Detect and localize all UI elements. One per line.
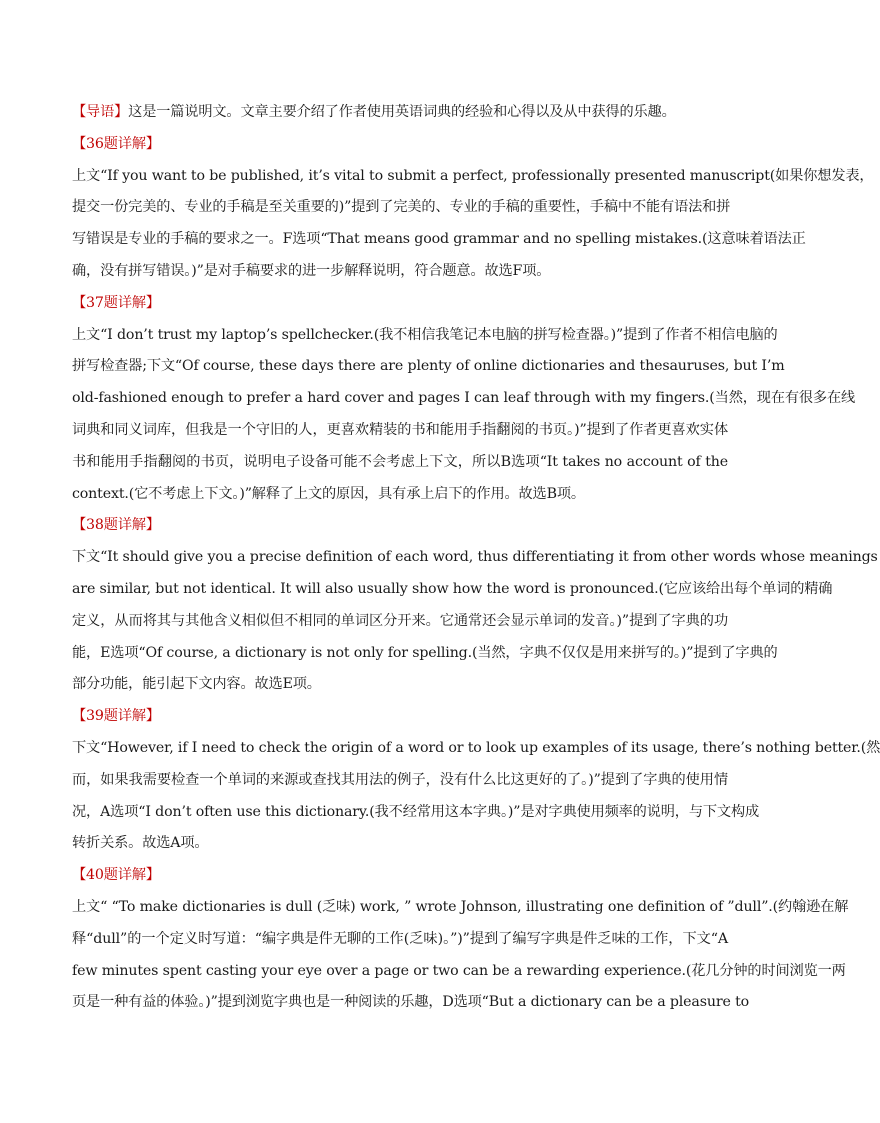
section-heading-38: 【38题详解】 bbox=[72, 517, 160, 534]
paragraph-line: context.(它不考虑上下文。)”解释了上文的原因，具有承上启下的作用。故选B项。 bbox=[72, 485, 585, 502]
intro-tag: 【导语】 bbox=[72, 104, 129, 120]
intro-line bbox=[72, 97, 728, 129]
paragraph-line: 拼写检查器;下文“Of course, these days there are plenty of online dictionaries and thesauruses, but I’m bbox=[72, 358, 785, 375]
paragraph-line: old-fashioned enough to prefer a hard cover and pages I can leaf through with my fingers.(当然，现在有很多在线 bbox=[72, 390, 856, 407]
section-heading-36: 【36题详解】 bbox=[72, 135, 160, 152]
paragraph-line: 上文“If you want to be published, it’s vital to submit a perfect, professionally presented manuscript(如果你想发表， bbox=[72, 167, 874, 184]
paragraph-line: 提交一份完美的、专业的手稿是至关重要的)”提到了完美的、专业的手稿的重要性，手稿中不能有语法和拼 bbox=[72, 199, 731, 216]
paragraph-line: 而，如果我需要检查一个单词的来源或查找其用法的例子，没有什么比这更好的了。)”提到了字典的使用情 bbox=[72, 771, 728, 788]
paragraph-line: 确，没有拼写错误。)”是对手稿要求的进一步解释说明，符合题意。故选F项。 bbox=[72, 262, 551, 279]
paragraph-line: 况，A选项“I don’t often use this dictionary.(我不经常用这本字典。)”是对字典使用频率的说明，与下文构成 bbox=[72, 803, 760, 820]
paragraph-line: 书和能用手指翻阅的书页，说明电子设备可能不会考虑上下文，所以B选项“It takes no account of the bbox=[72, 453, 728, 470]
paragraph-line: 能，E选项“Of course, a dictionary is not only for spelling.(当然，字典不仅仅是用来拼写的。)”提到了字典的 bbox=[72, 644, 778, 661]
section-heading-37: 【37题详解】 bbox=[72, 294, 160, 311]
paragraph-line: few minutes spent casting your eye over a page or two can be a rewarding experience.(花几分钟的时间浏览一两 bbox=[72, 962, 846, 979]
paragraph-line: 下文“However, if I need to check the origin of a word or to look up examples of its usage, there’s nothing better.(然 bbox=[72, 739, 880, 756]
paragraph-line: 上文“I don’t trust my laptop’s spellchecker.(我不相信我笔记本电脑的拼写检查器。)”提到了作者不相信电脑的 bbox=[72, 326, 778, 343]
section-heading-39: 【39题详解】 bbox=[72, 708, 160, 725]
paragraph-line: 页是一种有益的体验。)”提到浏览字典也是一种阅读的乐趣，D选项“But a dictionary can be a pleasure to bbox=[72, 994, 750, 1011]
intro-text: 这是一篇说明文。文章主要介绍了作者使用英语词典的经验和心得以及从中获得的乐趣。 bbox=[128, 104, 676, 120]
paragraph-line: 释“dull”的一个定义时写道：“编字典是件无聊的工作(乏味)。”)”提到了编写字典是件乏味的工作，下文“A bbox=[72, 930, 728, 947]
paragraph-line: 部分功能，能引起下文内容。故选E项。 bbox=[72, 676, 321, 693]
paragraph-line: 转折关系。故选A项。 bbox=[72, 835, 209, 852]
paragraph-line: 上文“ “To make dictionaries is dull (乏味) work, ” wrote Johnson, illustrating one definition of ”dull”.(约翰逊在解 bbox=[72, 898, 849, 915]
paragraph-line: 定义，从而将其与其他含义相似但不相同的单词区分开来。它通常还会显示单词的发音。)”提到了字典的功 bbox=[72, 612, 728, 629]
paragraph-line: are similar, but not identical. It will also usually show how the word is pronounced.(它应该给出每个单词的精确 bbox=[72, 580, 833, 597]
paragraph-line: 词典和同义词库，但我是一个守旧的人，更喜欢精装的书和能用手指翻阅的书页。)”提到了作者更喜欢实体 bbox=[72, 421, 728, 438]
paragraph-line: 下文“It should give you a precise definition of each word, thus differentiating it from other words whose meanings bbox=[72, 549, 878, 566]
document-body bbox=[72, 97, 880, 1019]
section-heading-40: 【40题详解】 bbox=[72, 867, 160, 884]
paragraph-line: 写错误是专业的手稿的要求之一。F选项“That means good grammar and no spelling mistakes.(这意味着语法正 bbox=[72, 231, 806, 248]
